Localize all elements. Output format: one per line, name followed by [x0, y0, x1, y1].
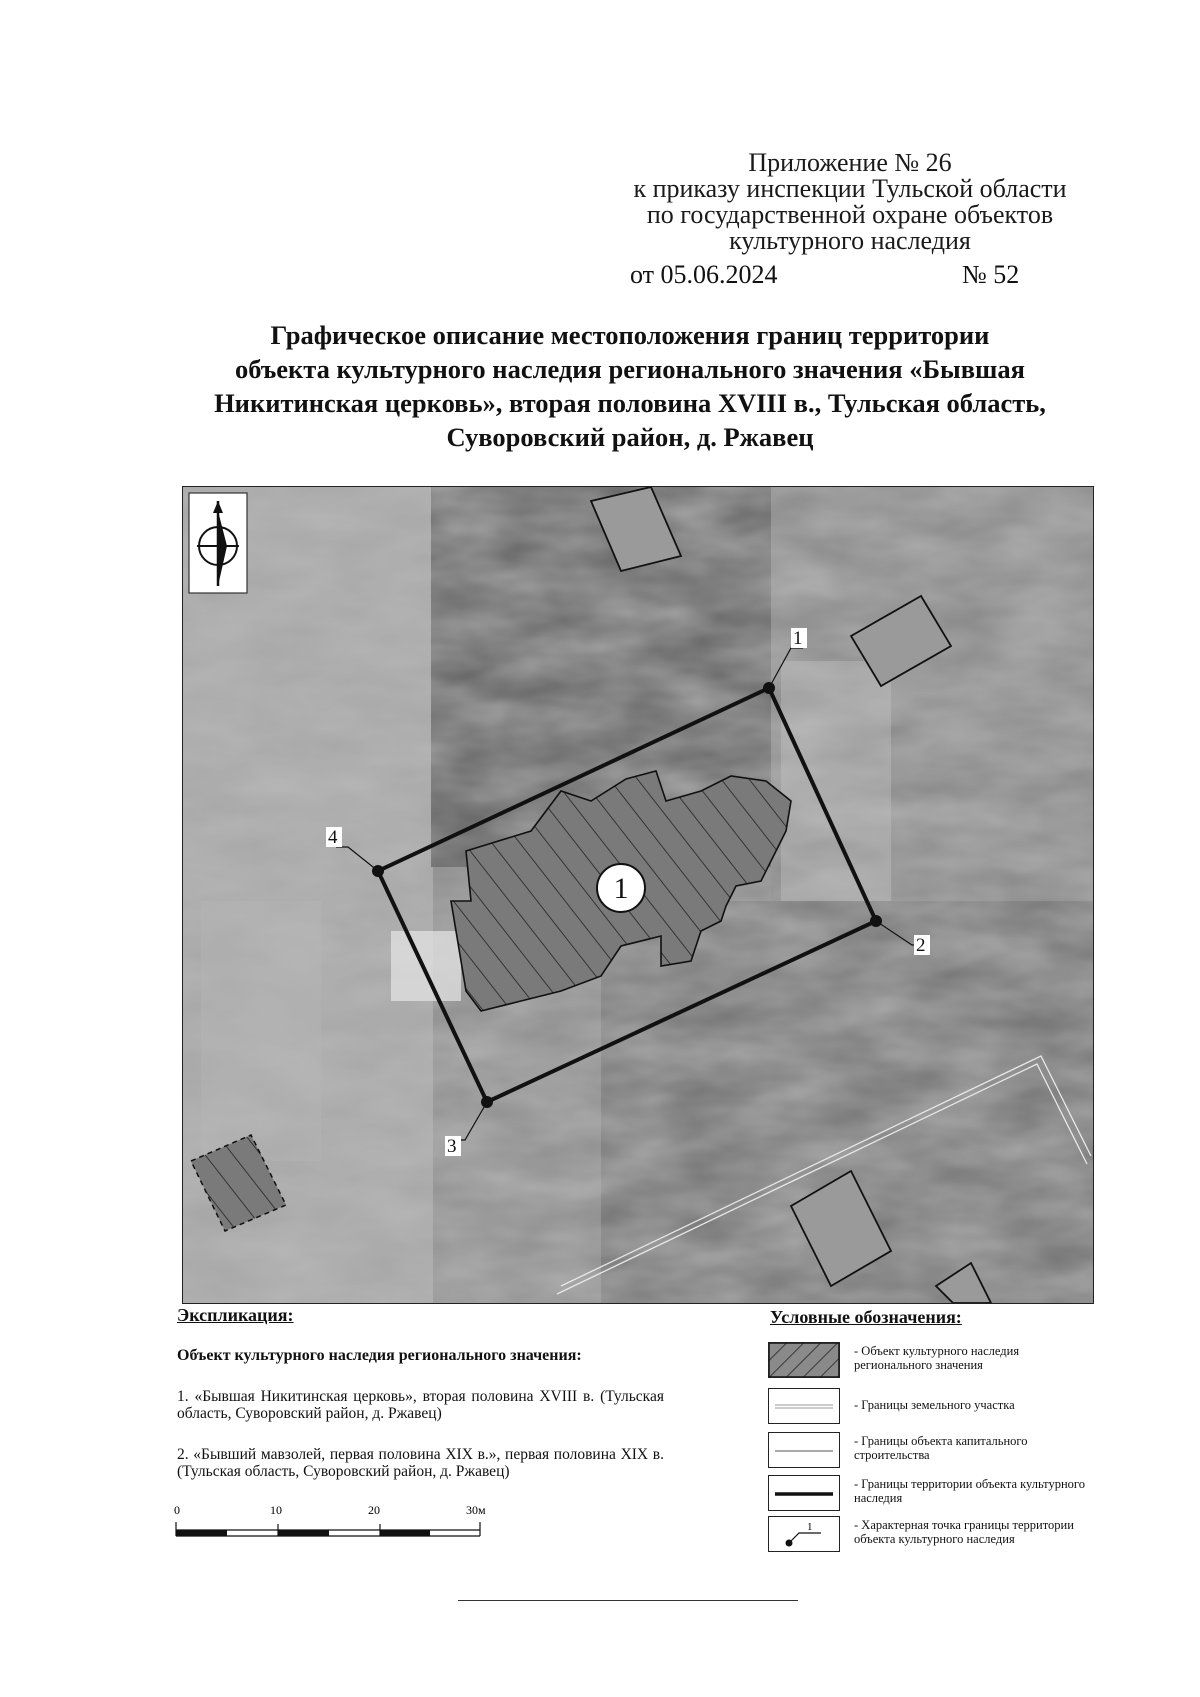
- boundary-point-marker: [763, 682, 775, 694]
- scale-bar: [170, 1502, 500, 1552]
- title-line: объекта культурного наследия регионального значения «Бывшая: [234, 354, 1025, 384]
- legend-label: - Характерная точка границы территории объекта культурного наследия: [854, 1518, 1074, 1546]
- scale-label: 10: [270, 1503, 282, 1517]
- boundary-point-marker: [481, 1096, 493, 1108]
- legend-heading: Условные обозначения:: [770, 1307, 962, 1327]
- legend-label: - Границы земельного участка: [854, 1398, 1015, 1412]
- explication-heading: Экспликация:: [177, 1305, 294, 1325]
- boundary-point-label: 1: [793, 628, 803, 649]
- north-arrow-icon: [189, 493, 247, 593]
- order-number: № 52: [962, 260, 1020, 289]
- boundary-point-marker: [870, 915, 882, 927]
- boundary-point-label: 4: [328, 827, 338, 848]
- legend-swatch: [768, 1432, 840, 1468]
- boundary-point-marker: [372, 865, 384, 877]
- appendix-line: к приказу инспекции Тульской области: [633, 174, 1067, 203]
- scale-label: 30м: [466, 1503, 486, 1517]
- map-canvas: [183, 487, 1093, 1303]
- legend-swatch: [768, 1516, 840, 1552]
- scale-label: 0: [174, 1503, 180, 1517]
- appendix-header: [600, 150, 1100, 254]
- explication-subheading: Объект культурного наследия регионального значения:: [177, 1347, 582, 1364]
- legend-swatch: [768, 1388, 840, 1424]
- boundary-point-label: 3: [447, 1136, 457, 1157]
- document-title: [160, 318, 1100, 454]
- title-line: Суворовский район, д. Ржавец: [446, 422, 814, 452]
- appendix-line: культурного наследия: [729, 226, 971, 255]
- legend-label: - Границы территории объекта культурного наследия: [854, 1477, 1085, 1505]
- legend-label: - Объект культурного наследия регионального значения: [854, 1344, 1020, 1372]
- explication-item: 2. «Бывший мавзолей, первая половина XIX в.», первая половина XIX в. (Тульская область, Суворовский район, д. Ржавец): [177, 1446, 664, 1480]
- legend-swatch: [768, 1342, 840, 1378]
- legend-label: - Границы объекта капитального строительства: [854, 1434, 1028, 1462]
- order-date: от 05.06.2024: [630, 260, 778, 289]
- boundary-point-label: 2: [916, 935, 926, 956]
- legend-row-heritage-object: [768, 1342, 1098, 1386]
- legend-row-territory-boundary: [768, 1475, 1098, 1519]
- bottom-divider: [458, 1600, 798, 1601]
- legend-swatch: [768, 1475, 840, 1511]
- legend-row-land-plot: [768, 1388, 1098, 1432]
- map-panel: [182, 486, 1094, 1304]
- title-line: Никитинская церковь», вторая половина XVIII в., Тульская область,: [214, 388, 1046, 418]
- legend-point-sample: 1: [807, 1521, 813, 1533]
- legend-row-capital-construction: [768, 1432, 1098, 1476]
- appendix-line: по государственной охране объектов: [646, 200, 1054, 229]
- appendix-line: Приложение № 26: [748, 148, 952, 177]
- title-line: Графическое описание местоположения границ территории: [270, 320, 990, 350]
- scale-label: 20: [368, 1503, 380, 1517]
- object-number-label: 1: [613, 872, 629, 905]
- scale-bar-graphic: [170, 1502, 500, 1552]
- legend-row-boundary-point: [768, 1516, 1098, 1560]
- explication-item: 1. «Бывшая Никитинская церковь», вторая половина XVIII в. (Тульская область, Суворовский район, д. Ржавец): [177, 1388, 664, 1422]
